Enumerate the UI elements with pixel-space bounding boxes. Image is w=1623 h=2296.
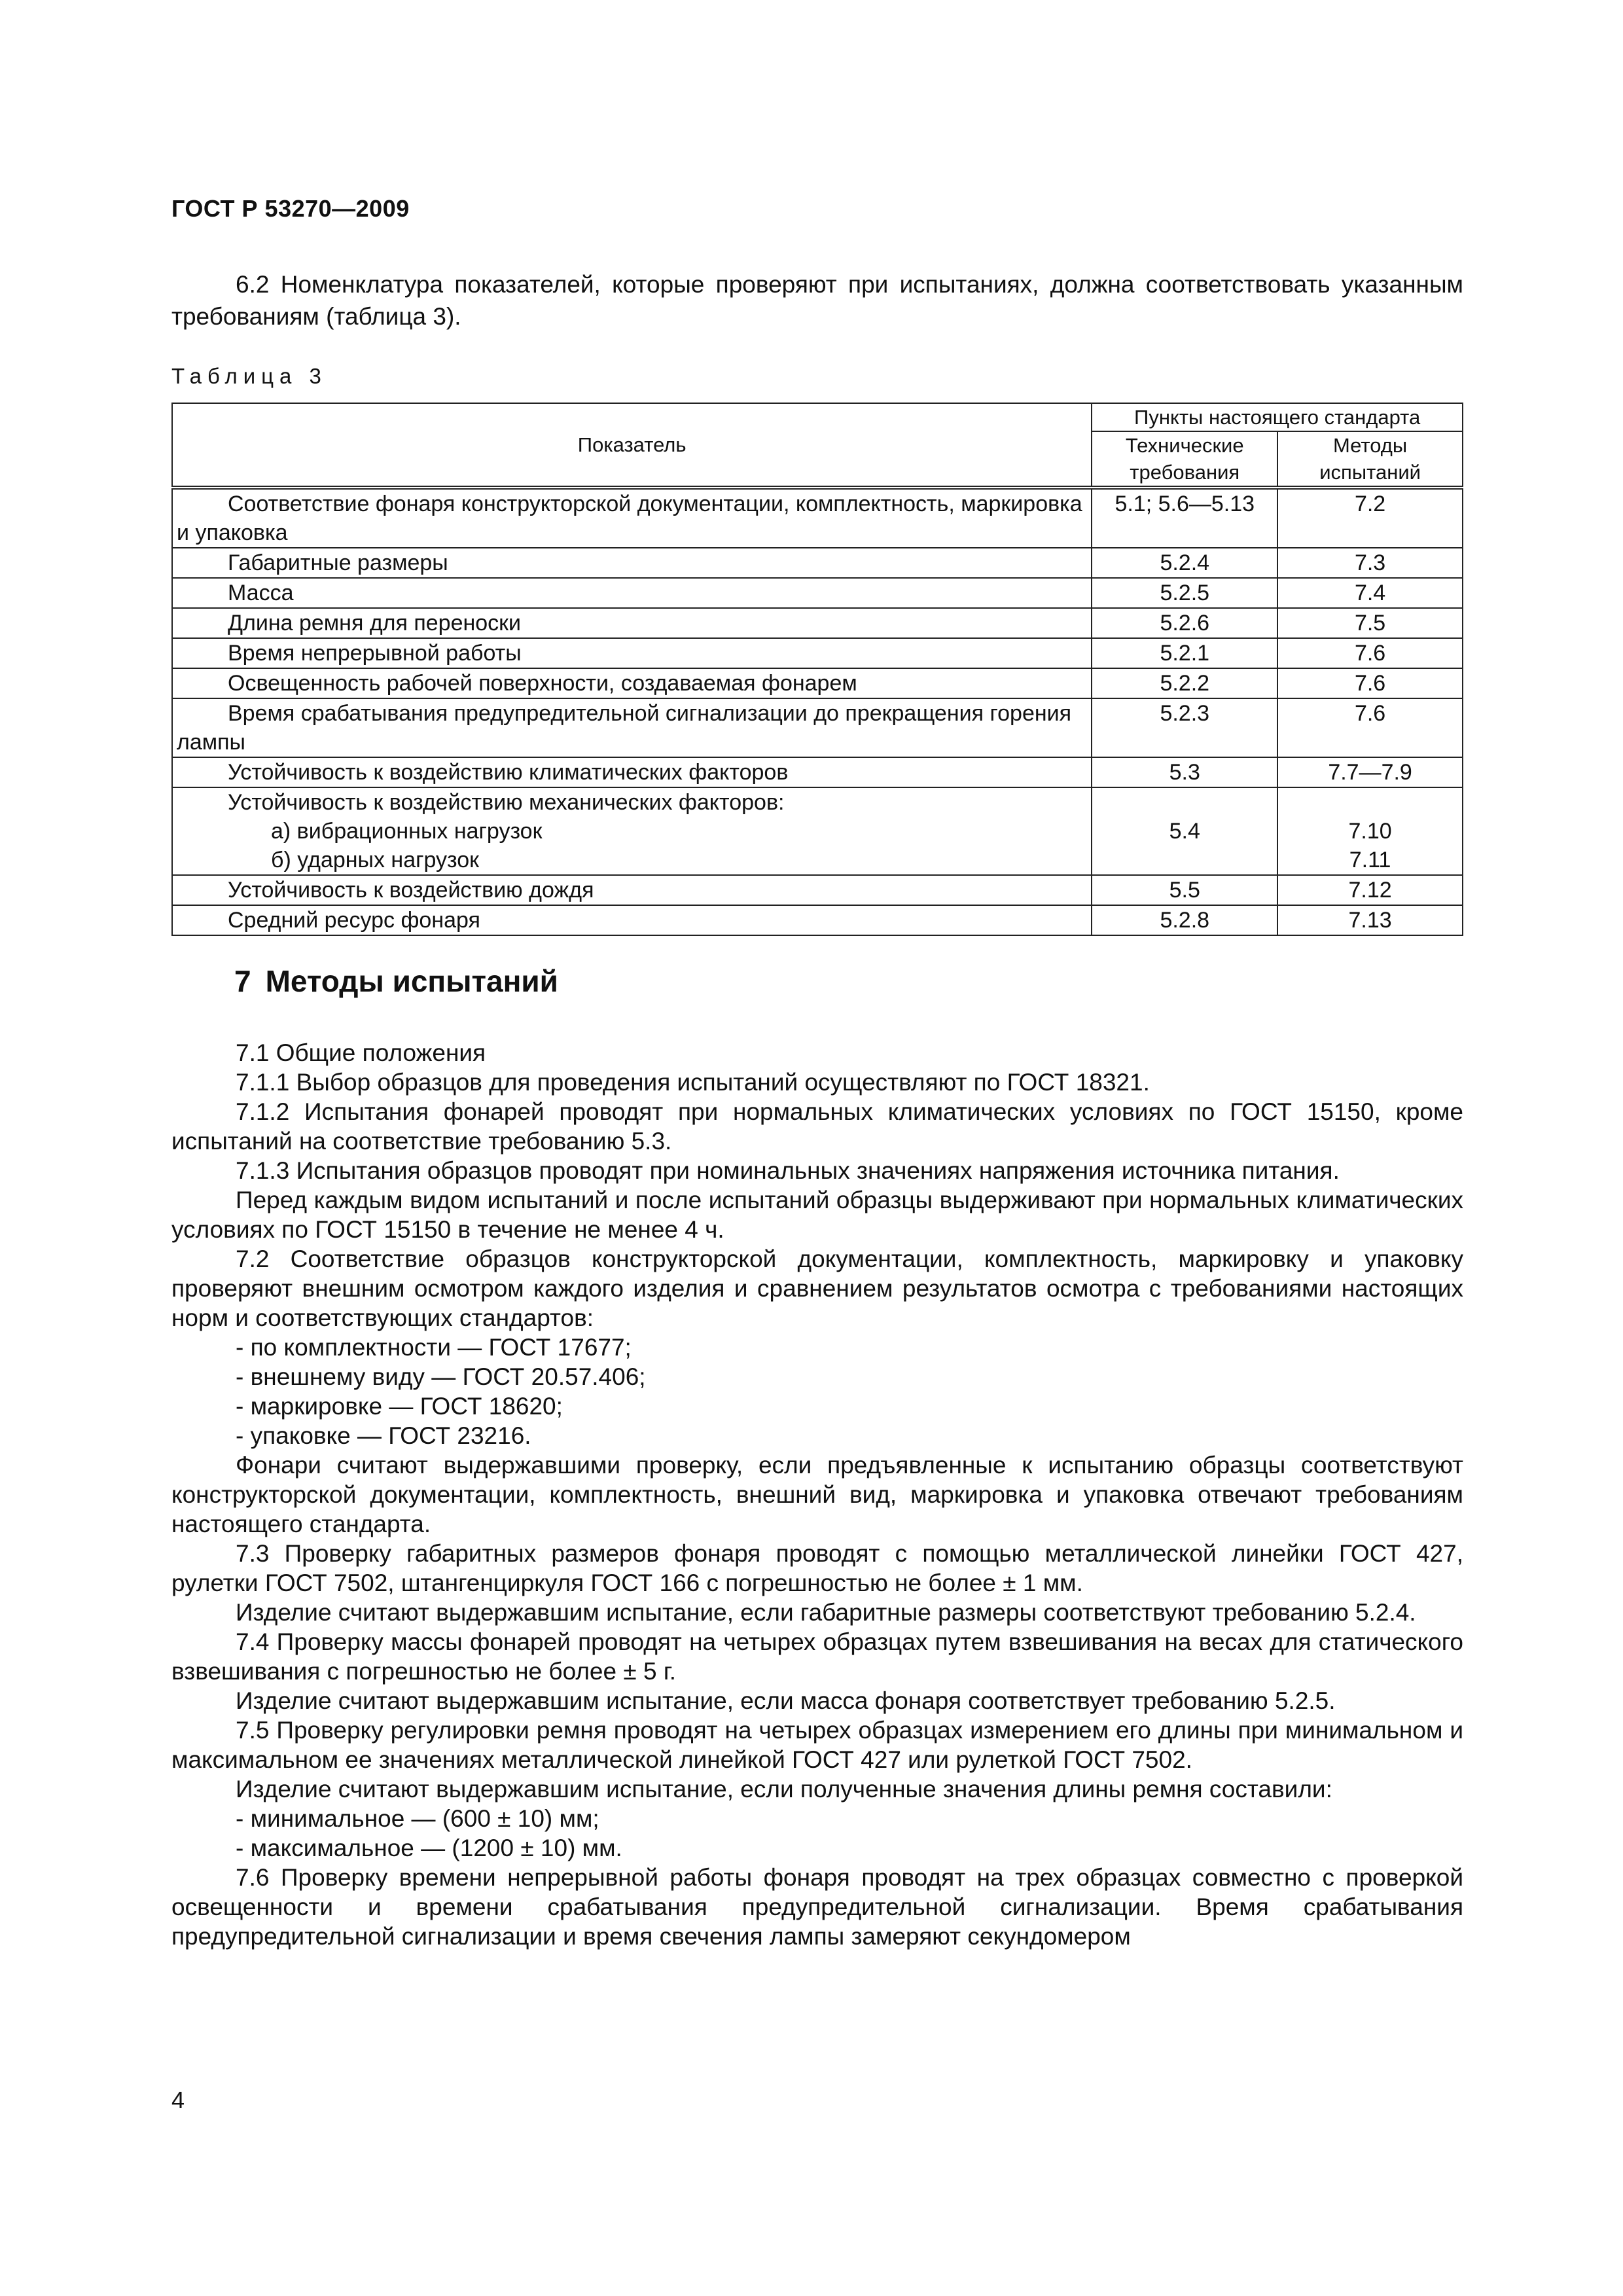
row-indicator: Время срабатывания предупредительной сигнализации до прекращения горения лампы [172,698,1092,757]
row-tech: 5.2.8 [1092,905,1277,935]
row-indicator: Устойчивость к воздействию климатических факторов [172,757,1092,787]
table-row [172,787,1463,817]
header-tech: Технические требования [1092,431,1277,488]
row-method: 7.7—7.9 [1277,757,1463,787]
intro-paragraph: 6.2 Номенклатура показателей, которые проверяют при испытаниях, должна соответствовать указанным требованиям (таблица 3). [171,271,1463,330]
row-tech: 5.2.6 [1092,608,1277,638]
row-indicator: Длина ремня для переноски [172,608,1092,638]
table-row [172,578,1463,608]
section-title: Методы испытаний [265,964,558,998]
row-method: 7.2 [1277,488,1463,548]
row-indicator: Устойчивость к воздействию механических факторов: [172,787,1092,817]
header-group: Пункты настоящего стандарта [1092,403,1463,431]
row-method: 7.11 [1277,846,1463,875]
table-row [172,698,1463,757]
header-indicator: Показатель [172,403,1092,488]
row-tech: 5.2.3 [1092,698,1277,757]
paragraph: 7.5 Проверку регулировки ремня проводят на четырех образцах измерением его длины при минимальном и максимальном ее значениях металлической линейкой ГОСТ 427 или рулеткой ГОСТ 7502. [171,1717,1463,1773]
row-method: 7.6 [1277,638,1463,668]
paragraph: Изделие считают выдержавшим испытание, если габаритные размеры соответствуют требованию 5.2.4. [236,1599,1416,1626]
row-method: 7.4 [1277,578,1463,608]
table-3 [171,403,1463,936]
table-row [172,488,1463,548]
paragraph: Перед каждым видом испытаний и после испытаний образцы выдерживают при нормальных климатических условиях по ГОСТ 15150 в течение не менее 4 ч. [171,1187,1463,1243]
row-indicator: б) ударных нагрузок [172,846,1092,875]
section-body [171,1038,1463,1951]
paragraph: Изделие считают выдержавшим испытание, если полученные значения длины ремня составили: [236,1776,1332,1803]
row-method: 7.12 [1277,875,1463,905]
row-tech: 5.5 [1092,875,1277,905]
list-item: - максимальное — (1200 ± 10) мм. [236,1835,622,1861]
row-tech: 5.2.2 [1092,668,1277,698]
list-item: - упаковке — ГОСТ 23216. [236,1422,531,1449]
paragraph: 7.1 Общие положения [236,1039,486,1066]
table-row [172,757,1463,787]
row-indicator: а) вибрационных нагрузок [172,817,1092,846]
paragraph: 7.6 Проверку времени непрерывной работы фонаря проводят на трех образцах совместно с проверкой освещенности и времени срабатывания предупредительной сигнализации. Время срабатывания предупредительной сигнализации и время свечения лампы замеряют секундомером [171,1864,1463,1950]
table-row [172,846,1463,875]
row-tech: 5.4 [1092,817,1277,846]
paragraph: 7.1.1 Выбор образцов для проведения испытаний осуществляют по ГОСТ 18321. [236,1069,1150,1096]
table-row [172,875,1463,905]
row-method: 7.3 [1277,548,1463,578]
standard-header: ГОСТ Р 53270—2009 [171,195,410,222]
paragraph: 7.4 Проверку массы фонарей проводят на четырех образцах путем взвешивания на весах для статического взвешивания с погрешностью не более ± 5 г. [171,1628,1463,1685]
list-item: - минимальное — (600 ± 10) мм; [236,1805,599,1832]
section-heading [234,963,558,999]
row-indicator: Освещенность рабочей поверхности, создаваемая фонарем [172,668,1092,698]
row-indicator: Средний ресурс фонаря [172,905,1092,935]
paragraph: 7.2 Соответствие образцов конструкторской документации, комплектность, маркировку и упаковку проверяют внешним осмотром каждого изделия и сравнением результатов осмотра с требованиями настоящих норм и соответствующих стандартов: [171,1246,1463,1331]
row-tech: 5.2.1 [1092,638,1277,668]
row-indicator: Время непрерывной работы [172,638,1092,668]
section-number: 7 [234,964,251,998]
row-method: 7.6 [1277,698,1463,757]
row-method: 7.13 [1277,905,1463,935]
row-tech: 5.2.4 [1092,548,1277,578]
row-indicator: Устойчивость к воздействию дождя [172,875,1092,905]
paragraph: 7.3 Проверку габаритных размеров фонаря проводят с помощью металлической линейки ГОСТ 427, рулетки ГОСТ 7502, штангенциркуля ГОСТ 166 с погрешностью не более ± 1 мм. [171,1540,1463,1596]
row-method: 7.10 [1277,817,1463,846]
list-item: - внешнему виду — ГОСТ 20.57.406; [236,1363,646,1390]
table-row [172,817,1463,846]
row-indicator: Масса [172,578,1092,608]
table-row [172,638,1463,668]
list-item: - по комплектности — ГОСТ 17677; [236,1334,632,1361]
row-method: 7.6 [1277,668,1463,698]
table-row [172,548,1463,578]
header-methods: Методы испытаний [1277,431,1463,488]
list-item: - маркировке — ГОСТ 18620; [236,1393,563,1420]
row-tech: 5.1; 5.6—5.13 [1092,488,1277,548]
row-tech: 5.2.5 [1092,578,1277,608]
row-indicator: Габаритные размеры [172,548,1092,578]
table-row [172,668,1463,698]
row-indicator: Соответствие фонаря конструкторской документации, комплектность, маркировка и упаковка [172,488,1092,548]
paragraph: 7.1.2 Испытания фонарей проводят при нормальных климатических условиях по ГОСТ 15150, кроме испытаний на соответствие требованию 5.3. [171,1098,1463,1155]
paragraph: 7.1.3 Испытания образцов проводят при номинальных значениях напряжения источника питания. [236,1157,1340,1184]
paragraph: Изделие считают выдержавшим испытание, если масса фонаря соответствует требованию 5.2.5. [236,1687,1336,1714]
table-row [172,905,1463,935]
page-number: 4 [171,2087,185,2113]
table-caption: Таблица 3 [171,364,327,388]
table-row [172,608,1463,638]
row-tech: 5.3 [1092,757,1277,787]
row-method: 7.5 [1277,608,1463,638]
paragraph: Фонари считают выдержавшими проверку, если предъявленные к испытанию образцы соответствуют конструкторской документации, комплектность, внешний вид, маркировка и упаковка отвечают требованиям настоящего стандарта. [171,1452,1463,1537]
